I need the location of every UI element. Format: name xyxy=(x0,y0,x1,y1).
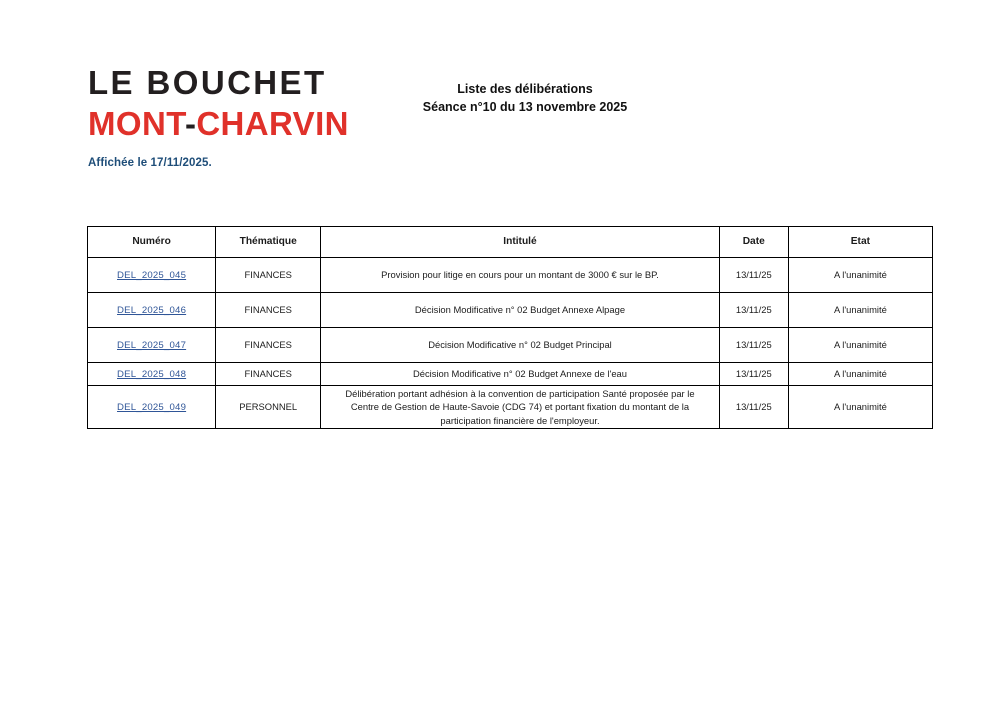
logo-word-mont: MONT xyxy=(88,104,185,142)
cell-numero xyxy=(88,258,216,293)
column-header-intitule: Intitulé xyxy=(321,227,719,258)
deliberations-table xyxy=(87,226,933,429)
document-title-line2: Séance n°10 du 13 novembre 2025 xyxy=(422,100,628,115)
cell-etat: A l'unanimité xyxy=(788,386,932,429)
table-row xyxy=(88,328,933,363)
logo-dash: - xyxy=(184,104,197,142)
commune-logo xyxy=(88,66,378,141)
column-header-thematique: Thématique xyxy=(216,227,321,258)
cell-numero xyxy=(88,386,216,429)
cell-intitule xyxy=(321,386,719,429)
cell-intitule: Décision Modificative n° 02 Budget Principal xyxy=(321,328,719,363)
cell-thematique: PERSONNEL xyxy=(216,386,321,429)
logo-line-mont-charvin xyxy=(88,104,378,142)
cell-numero xyxy=(88,293,216,328)
cell-date: 13/11/25 xyxy=(719,258,788,293)
cell-thematique: FINANCES xyxy=(216,258,321,293)
column-header-etat: Etat xyxy=(788,227,932,258)
column-header-numero: Numéro xyxy=(88,227,216,258)
table-row xyxy=(88,293,933,328)
deliberation-link[interactable]: DEL_2025_046 xyxy=(117,304,187,316)
cell-date: 13/11/25 xyxy=(719,363,788,386)
cell-numero xyxy=(88,363,216,386)
cell-intitule: Décision Modificative n° 02 Budget Annexe de l'eau xyxy=(321,363,719,386)
cell-numero xyxy=(88,328,216,363)
table-row xyxy=(88,386,933,429)
deliberation-link[interactable]: DEL_2025_049 xyxy=(117,401,187,413)
posting-date-note: Affichée le 17/11/2025. xyxy=(88,157,212,169)
cell-etat: A l'unanimité xyxy=(788,363,932,386)
cell-date: 13/11/25 xyxy=(719,293,788,328)
cell-intitule-text: Délibération portant adhésion à la convention de participation Santé proposée par le Centre de Gestion de Haute-Savoie (CDG 74) et portant fixation du montant de la participation financière de l'employeur. xyxy=(345,388,695,426)
cell-thematique: FINANCES xyxy=(216,328,321,363)
cell-intitule: Décision Modificative n° 02 Budget Annexe Alpage xyxy=(321,293,719,328)
cell-date: 13/11/25 xyxy=(719,328,788,363)
logo-line-le-bouchet: LE BOUCHET xyxy=(88,64,327,101)
cell-thematique: FINANCES xyxy=(216,363,321,386)
cell-etat: A l'unanimité xyxy=(788,293,932,328)
column-header-date: Date xyxy=(719,227,788,258)
cell-date: 13/11/25 xyxy=(719,386,788,429)
cell-thematique: FINANCES xyxy=(216,293,321,328)
document-title-line1: Liste des délibérations xyxy=(457,82,593,96)
deliberation-link[interactable]: DEL_2025_047 xyxy=(117,339,187,351)
deliberation-link[interactable]: DEL_2025_045 xyxy=(117,269,187,281)
table-header-row xyxy=(88,227,933,258)
cell-etat: A l'unanimité xyxy=(788,328,932,363)
table-row xyxy=(88,363,933,386)
cell-etat: A l'unanimité xyxy=(788,258,932,293)
document-title xyxy=(385,80,665,116)
logo-word-charvin: CHARVIN xyxy=(196,104,349,142)
table-row xyxy=(88,258,933,293)
cell-intitule: Provision pour litige en cours pour un montant de 3000 € sur le BP. xyxy=(321,258,719,293)
deliberation-link[interactable]: DEL_2025_048 xyxy=(117,368,187,380)
